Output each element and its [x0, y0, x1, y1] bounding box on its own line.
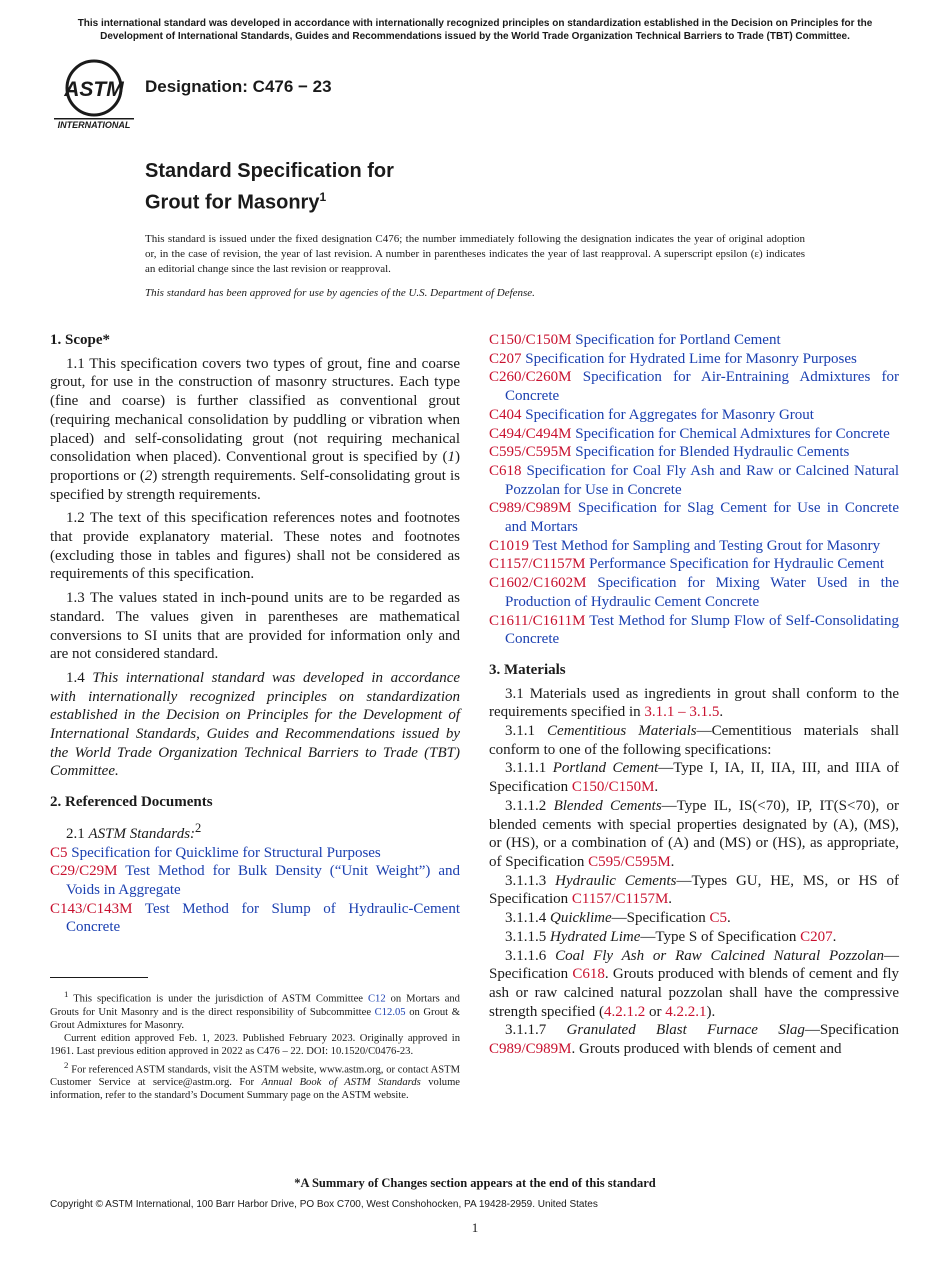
reference-item[interactable] [50, 862, 460, 899]
link-4-2-1-2[interactable]: 4.2.1.2 [603, 1003, 646, 1020]
link-c207[interactable]: C207 [800, 928, 833, 945]
referenced-documents-heading: 2. Referenced Documents [50, 794, 213, 811]
link-c989[interactable]: C989/C989M [489, 1041, 572, 1058]
reference-code[interactable]: C404 [489, 406, 522, 423]
astm-logo [52, 58, 136, 130]
footnote-divider [50, 977, 148, 978]
page-title [145, 158, 394, 216]
footnote-2-marker[interactable]: 2 [195, 820, 202, 835]
reference-item[interactable] [489, 499, 899, 536]
reference-item[interactable] [50, 844, 460, 863]
scope-para-1-4: 1.4 This international standard was developed in accordance with internationally recognized principles on standardization established in the Decision on Principles for the Development of International Standards, Guides and Recommendations issued by the World Trade Organization Technical Barriers to Trade (TBT) Committee. [50, 669, 461, 780]
reference-title[interactable]: Specification for Portland Cement [575, 332, 781, 348]
left-reference-list [50, 844, 460, 938]
footnote-1-edition: Current edition approved Feb. 1, 2023. Published February 2023. Originally approved in 1961. Last previous edition approved in 2022 as C476 – 22. DOI: 10.1520/C0476-23. [50, 1033, 460, 1058]
materials-para-3-1-1-3: 3.1.1.3 Hydraulic Cements—Types GU, HE, MS, or HS of Specification C1157/C1157M. [489, 872, 900, 908]
materials-para-3-1-1-1: 3.1.1.1 Portland Cement—Type I, IA, II, IIA, III, and IIIA of Specification C150/C150M. [489, 760, 900, 796]
title-line-2: Grout for Masonry [145, 191, 320, 214]
reference-code[interactable]: C989/C989M [489, 500, 572, 517]
right-reference-list [489, 331, 899, 649]
link-subcommittee-c12-05[interactable]: C12.05 [374, 1006, 406, 1018]
scope-para-1-3: 1.3 The values stated in inch-pound units are to be regarded as standard. The values given in parentheses are mathematical conversions to SI units that are provided for information only and are not considered standard. [50, 590, 460, 663]
designation: Designation: C476 − 23 [145, 77, 332, 96]
materials-para-3-1-1-7: 3.1.1.7 Granulated Blast Furnace Slag—Specification C989/C989M. Grouts produced with blends of cement and [489, 1022, 899, 1058]
reference-title[interactable]: Test Method for Bulk Density (“Unit Weight”) and Voids in Aggregate [66, 863, 461, 898]
issuance-note: This standard is issued under the fixed designation C476; the number immediately following the designation indicates the year of original adoption or, in the case of revision, the year of last revision. A number in parentheses indicates the year of last reapproval. A superscript epsilon (ε) indicates an editorial change since the last revision or reapproval. [145, 233, 805, 275]
reference-item[interactable] [50, 900, 460, 937]
reference-code[interactable]: C1019 [489, 537, 530, 554]
link-c595[interactable]: C595/C595M [588, 853, 671, 870]
scope-heading: 1. Scope* [50, 332, 110, 348]
materials-para-3-1-1: 3.1.1 Cementitious Materials—Cementitious materials shall conform to one of the following specifications: [489, 723, 899, 758]
international-standard-notice: This international standard was developed in accordance with internationally recognized principles on standardization established in the Decision on Principles for the Development of International Standards, Guides and Recommendations issued by the World Trade Organization Technical Barriers to Trade (TBT) Committee. [77, 18, 873, 42]
reference-item[interactable] [489, 331, 899, 350]
materials-para-3-1-1-5: 3.1.1.5 Hydrated Lime—Type S of Specification C207. [505, 928, 837, 945]
summary-of-changes-note: *A Summary of Changes section appears at the end of this standard [294, 1176, 656, 1190]
materials-para-3-1-1-4: 3.1.1.4 Quicklime—Specification C5. [505, 910, 731, 927]
reference-code[interactable]: C5 [50, 844, 68, 861]
reference-title[interactable]: Test Method for Sampling and Testing Grout for Masonry [532, 537, 881, 554]
materials-para-3-1-1-6: 3.1.1.6 Coal Fly Ash or Raw Calcined Natural Pozzolan—Specification C618. Grouts produced with blends of cement and fly ash or raw calcined natural pozzolan shall have the compressive strength specified (4.2.1.2 or 4.2.2.1). [489, 947, 900, 1020]
title-footnote-marker[interactable]: 1 [319, 190, 327, 204]
reference-item[interactable] [489, 612, 899, 649]
reference-title[interactable]: Test Method for Slump of Hydraulic-Cement Concrete [66, 900, 461, 936]
reference-code[interactable]: C1602/C1602M [489, 575, 587, 592]
footnotes [50, 988, 460, 1103]
astm-logo-icon [52, 58, 136, 130]
footnote-2: $^2$ For referenced ASTM standards, visit the ASTM website, www.astm.org, or contact ASTM Customer Service at service@astm.org. For Annual Book of ASTM Standards volume information, refer to the standard’s Document Summary page on the ASTM website. [50, 1059, 461, 1102]
reference-code[interactable]: C143/C143M [50, 900, 133, 917]
reference-title[interactable]: Specification for Blended Hydraulic Cements [575, 444, 850, 461]
link-3-1-1-to-3-1-5[interactable]: 3.1.1 – 3.1.5 [644, 704, 720, 721]
logo-text: ASTM [64, 78, 124, 101]
reference-item[interactable] [489, 425, 899, 444]
astm-standards-subheading: 2.1 ASTM Standards:$^2$ [66, 820, 202, 842]
footnote-1: $^1$ This specification is under the jurisdiction of ASTM Committee C12 on Mortars and Grouts for Unit Masonry and is the direct responsibility of Subcommittee C12.05 on Grout & Grout Admixtures for Masonry. [50, 989, 460, 1031]
reference-item[interactable] [489, 555, 899, 574]
reference-title[interactable]: Performance Specification for Hydraulic Cement [589, 556, 885, 573]
reference-code[interactable]: C260/C260M [489, 369, 572, 386]
reference-code[interactable]: C1157/C1157M [489, 556, 586, 573]
reference-title[interactable]: Specification for Aggregates for Masonry Grout [525, 406, 814, 423]
reference-code[interactable]: C595/C595M [489, 444, 572, 461]
link-c150[interactable]: C150/C150M [571, 779, 655, 796]
reference-item[interactable] [489, 537, 899, 556]
reference-item[interactable] [489, 462, 899, 499]
reference-item[interactable] [489, 350, 899, 369]
reference-title[interactable]: Specification for Slag Cement for Use in Concrete and Mortars [505, 500, 900, 536]
reference-title[interactable]: Specification for Hydrated Lime for Masonry Purposes [525, 350, 857, 367]
reference-code[interactable]: C618 [489, 462, 522, 479]
link-c618[interactable]: C618 [572, 966, 605, 983]
logo-subtext: INTERNATIONAL [57, 120, 131, 130]
reference-code[interactable]: C207 [489, 350, 522, 367]
dod-approval-note: This standard has been approved for use by agencies of the U.S. Department of Defense. [145, 287, 535, 299]
reference-title[interactable]: Specification for Chemical Admixtures for Concrete [575, 425, 890, 442]
reference-code[interactable]: C494/C494M [489, 425, 572, 442]
reference-item[interactable] [489, 368, 899, 405]
page-number: 1 [471, 1220, 479, 1235]
link-committee-c12[interactable]: C12 [367, 993, 386, 1005]
reference-item[interactable] [489, 406, 899, 425]
reference-code[interactable]: C150/C150M [489, 332, 572, 348]
title-line-1: Standard Specification for [145, 160, 394, 182]
left-column [50, 331, 460, 937]
reference-item[interactable] [489, 574, 899, 611]
scope-para-1-2: 1.2 The text of this specification references notes and footnotes that provide explanatory material. These notes and footnotes (excluding those in tables and figures) shall not be considered as requirements of this specification. [50, 510, 460, 583]
right-column [489, 331, 899, 1059]
reference-code[interactable]: C29/C29M [50, 863, 118, 880]
reference-item[interactable] [489, 443, 899, 462]
link-4-2-2-1[interactable]: 4.2.2.1 [665, 1003, 707, 1020]
reference-title[interactable]: Specification for Mixing Water Used in the Production of Hydraulic Cement Concrete [505, 575, 899, 610]
copyright: Copyright © ASTM International, 100 Barr Harbor Drive, PO Box C700, West Conshohocken, PA 19428-2959. United States [50, 1199, 598, 1210]
reference-title[interactable]: Specification for Coal Fly Ash and Raw or Calcined Natural Pozzolan for Use in Concrete [505, 462, 900, 498]
link-c1157[interactable]: C1157/C1157M [571, 891, 669, 908]
materials-para-3-1: 3.1 Materials used as ingredients in grout shall conform to the requirements specified in 3.1.1 – 3.1.5. [489, 685, 899, 721]
reference-title[interactable]: Specification for Quicklime for Structural Purposes [71, 844, 381, 861]
materials-heading: 3. Materials [489, 661, 566, 678]
reference-code[interactable]: C1611/C1611M [489, 612, 586, 629]
reference-title[interactable]: Specification for Air-Entraining Admixtures for Concrete [505, 369, 900, 405]
link-c5[interactable]: C5 [709, 910, 728, 927]
scope-para-1-1: 1.1 This specification covers two types of grout, fine and coarse grout, for use in the construction of masonry structures. Each type (fine and coarse) is further classified as conventional grout (requiring mechanical consolidation by puddling or vibration when placed) and self-consolidating grout (not requiring mechanical consolidation when placed). Conventional grout is specified by (1) proportions or (2) strength requirements. Self-consolidating grout is specified by strength requirements. [50, 355, 460, 503]
materials-para-3-1-1-2: 3.1.1.2 Blended Cements—Type IL, IS(<70), IP, IT(S<70), or blended cements with special properties designated by (A), (MS), or (HS), or a combination of (A) and (MS) or (HS), as appropriate, of Specification C595/C595M. [489, 797, 900, 870]
reference-title[interactable]: Test Method for Slump Flow of Self-Consolidating Concrete [505, 612, 899, 648]
